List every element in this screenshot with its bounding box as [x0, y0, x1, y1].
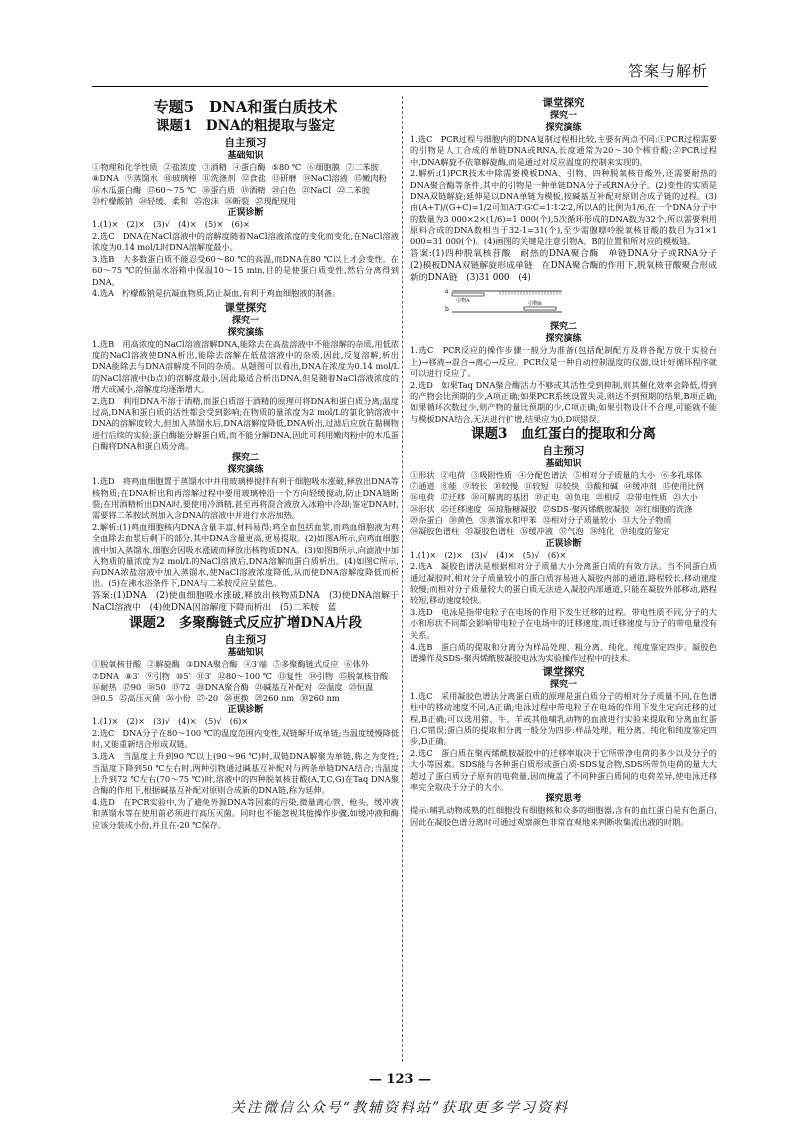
grid-item: ⑥细胞膜: [307, 162, 340, 172]
grid-item: ㉓大小: [673, 492, 698, 503]
diagnosis-line: 1.(1)× (2)× (3)√ (4)× (5)√ (6)×: [92, 716, 249, 727]
grid-item: ⑲酒精: [240, 184, 266, 195]
diagnosis-para: 4.选D 在PCR实验中,为了避免外源DNA等因素的污染,微量离心管、枪头、缓冲液和蒸馏水等在使用前必须进行高压灭菌。同时也不能忽视其他操作步骤,如缓冲液和酶应该分装成小份,并且在-20 ℃保存。: [92, 796, 399, 830]
diagnosis-line: 1.(1)× (2)× (3)√ (4)× (5)× (6)×: [92, 219, 250, 230]
answer-grid-1: [92, 162, 399, 207]
grid-item: ㉘更换: [224, 693, 249, 704]
grid-item: ⑰60～75 ℃: [147, 184, 197, 195]
grid-item: ㉟凝胶色谱柱: [465, 526, 515, 537]
diagnosis-line: 1.(1)× (2)× (3)√ (4)× (5)√ (6)×: [410, 549, 567, 560]
grid-item: ⑥多孔球体: [661, 469, 703, 480]
header-title: 答案与解析: [627, 62, 708, 80]
grid-item: ④蛋白酶: [232, 162, 266, 172]
grid-item: ㉚260 nm: [300, 693, 340, 704]
explore-para: 1.选D 将鸡血细胞置于蒸馏水中并用玻璃棒搅拌有利于细胞吸水涨破,释放出DNA等核物质;在DNA析出和再溶解过程中要用玻璃棒沿一个方向轻缓搅动,防止DNA链断裂;在用酒精析出DNA时,要使用冷酒精,甚至再将混合液放入冰箱中冷却;鉴定DNA时,需要将二苯胺试剂加入含DNA的溶液中并进行水浴加热。: [92, 476, 399, 521]
subsection-drill: 探究演练: [545, 334, 582, 345]
grid-item: ⑭缓冲剂: [624, 481, 657, 492]
subsection-explore2: 探究二: [549, 322, 577, 333]
lesson1-title: 课题1 DNA的粗提取与鉴定: [156, 118, 335, 134]
grid-item: ㉒二苯胺: [337, 184, 370, 195]
grid-item: ⑩较慢: [493, 481, 519, 492]
grid-item: ⑯木瓜蛋白酶: [92, 184, 142, 195]
explore-para: 2.选C 蛋白质在聚丙烯酰胺凝胶中的迁移率取决于它所带净电荷的多少以及分子的大小等因素。SDS能与各种蛋白质形成蛋白质-SDS复合物,SDS所带负电荷的量大大超过了蛋白质分子原有的电荷量,因而掩盖了不同种蛋白质间的电荷差异,使电泳迁移率完全取决于分子的大小。: [410, 748, 717, 792]
grid-item: ⑱蛋白质: [202, 184, 235, 195]
grid-item: ㉙260 nm: [254, 693, 295, 704]
grid-item: ㉑碱基互补配对: [254, 681, 313, 692]
grid-item: ㉕迁移速度: [440, 503, 482, 514]
grid-item: ⑨引物: [145, 670, 170, 681]
grid-item: ㉝大分子物质: [622, 515, 672, 526]
grid-item: ㉓恒温: [348, 681, 374, 692]
grid-item: ㉓柠檬酸钠: [92, 195, 133, 206]
grid-item: ⑮脱氧核苷酸: [339, 670, 389, 681]
explore-para: 2.解析:(1)PCR技术中除需要模板DNA、引物、四种脱氧核苷酸外,还需要耐热的DNA聚合酶等条件,其中的引物是一种单链DNA分子或RNA分子。(2)变性的实质是DNA双链解旋;延伸是以DNA单链为模板,按碱基互补配对原则合成子链的过程。(3)由(A+T)/(G+C)=1/2可知A∶T∶G∶C=1∶1∶2∶2,所以A的比例为1/6,在一个DNA分子中的数量为3 000×2×(1/6)=1 000(个),5次循环形成的DNA数为32个,所以需要利用原料合成的DNA数相当于32-1=31(个),至少需腺嘌呤脱氧核苷酸的数目为31×1 000=31 000(个)。(4)画图的关键是注意引物A、B的位置和所对应的模板链。: [410, 168, 717, 247]
grid-item: ㉖断裂: [224, 195, 250, 206]
lesson2-title: 课题2 多聚酶链式反应扩增DNA片段: [129, 615, 362, 632]
lesson3-title: 课题3 血红蛋白的提取和分离: [471, 425, 656, 442]
subsection-basics: 基础知识: [545, 458, 582, 469]
grid-item: ⑧3′: [124, 670, 140, 681]
grid-item: ⑳DNA聚合酶: [196, 681, 249, 692]
grid-item: ②解旋酶: [147, 659, 180, 670]
grid-item: ⑬研磨: [271, 173, 297, 184]
strand-ticks-top: [500, 291, 560, 295]
left-column: [92, 95, 399, 1063]
grid-item: ⑱可解离的基团: [471, 492, 529, 503]
grid-item: ⑤多聚酶链式反应: [272, 659, 339, 670]
grid-item: ㉑相反: [595, 492, 621, 503]
section-preview: 自主预习: [224, 137, 267, 149]
grid-item: ㉗-20: [196, 693, 219, 704]
grid-item: ②电荷: [440, 469, 466, 480]
grid-item: ⑰90: [122, 681, 142, 692]
grid-item: ㉗现配现用: [255, 195, 297, 206]
diagnosis-para: 2.选C DNA分子在80～100 ℃的温度范围内变性,双链解开成单链;当温度缓慢降低时,又能重新结合形成双链。: [92, 728, 399, 750]
grid-item: ③吸附性质: [471, 469, 513, 480]
grid-item: ㉖琼脂糖凝胶: [487, 503, 537, 514]
grid-item: ㉛蒸馏水和甲苯: [479, 515, 537, 526]
answer-grid-3: [410, 470, 717, 538]
section-class-explore: 课堂探究: [224, 301, 267, 314]
section-preview: 自主预习: [542, 444, 585, 457]
grid-item: ⑱50: [147, 681, 166, 692]
answer-para: 答案:(1)DNA (2)使血细胞吸水涨破,释放出核物质DNA (3)使DNA溶解于NaCl溶液中 (4)使DNA因溶解度下降而析出 (5)二苯胺 蓝: [92, 591, 399, 614]
grid-item: ④3′端: [243, 659, 267, 670]
grid-item: ⑲72: [171, 681, 191, 692]
strand-label-a: a: [445, 287, 449, 295]
grid-item: ④分配色谱法: [518, 469, 568, 480]
grid-item: ⑭引物: [308, 670, 334, 681]
grid-item: ㊴纯度的鉴定: [620, 526, 670, 537]
grid-item: ⑲正电: [534, 492, 560, 503]
grid-item: ⑯电荷: [410, 492, 435, 503]
grid-item: ⑦DNA: [92, 670, 119, 681]
header-rule: [92, 86, 708, 87]
explore-para: 2.选D 如果Taq DNA聚合酶活力不够或其活性受到抑制,则其催化效率会降低,得到的产物会比预期的少,A项正确;如果PCR系统设置失灵,则达不到预期的结果,B项正确;如果循环次数过少,则产物的量比预期的少,C项正确;如果引物设计不合理,可能就不能与模板DNA结合,无法进行扩增,结果应为0,D项错误。: [410, 379, 717, 424]
subsection-diagnosis: 正误诊断: [227, 208, 264, 219]
grid-item: ⑥体外: [344, 659, 369, 670]
grid-item: ⑫食盐: [241, 173, 266, 184]
primer-a-bar: [452, 293, 484, 296]
grid-item: ①形状: [410, 469, 435, 480]
right-column: [410, 95, 726, 1063]
subsection-diagnosis: 正误诊断: [227, 705, 264, 716]
grid-item: ㊲气泡: [559, 526, 584, 537]
primer-diagram: [444, 286, 564, 316]
diagnosis-para: 4.选B 蛋白质的提取和分离分为样品处理、粗分离、纯化、纯度鉴定四步。凝胶色谱操作及SDS-聚丙烯酰胺凝胶电泳为实验操作过程中的技术。: [410, 641, 717, 663]
subsection-explore1: 探究一: [549, 111, 577, 121]
subsection-basics: 基础知识: [227, 151, 264, 161]
grid-item: ⑦二苯胺: [345, 162, 379, 172]
grid-item: ㉜相对分子质量较小: [542, 515, 617, 526]
grid-item: ㉕泡沫: [194, 195, 219, 206]
grid-item: ㉑NaCl: [302, 184, 332, 195]
section-class-explore: 课堂探究: [542, 666, 585, 679]
grid-item: ㊳纯化: [589, 526, 615, 537]
grid-item: ②盐浓度: [163, 162, 197, 172]
subsection-drill: 探究演练: [227, 465, 264, 476]
grid-item: ⑤80 ℃: [271, 162, 302, 172]
explore-para: 2.选D 利用DNA不溶于酒精,而蛋白质溶于酒精的原理可将DNA和蛋白质分离;温度过高,DNA和蛋白质的活性都会受到影响;在物质的量浓度为2 mol/L的氯化钠溶液中DNA的溶解度较大,但加入蒸馏水后,DNA溶解度降低,DNA析出,过滤后应放在黏稠物进行后续的实验;蛋白酶能分解蛋白质,而不能分解DNA,因此可利用嫩肉粉中的木瓜蛋白酶将DNA和蛋白质分离。: [92, 395, 399, 451]
grid-item: ⑧DNA: [92, 173, 119, 184]
hint-para: 提示:哺乳动物成熟的红细胞没有细胞核和众多的细胞器,含有的血红蛋白是有色蛋白,因此在凝胶色谱分离时可通过观察颜色非常直观地来判断收集流出液的时期。: [410, 805, 717, 827]
diagnosis-para: 3.选D 电泳是指带电粒子在电场的作用下发生迁移的过程。带电性质不同,分子的大小和形状不同都会影响带电粒子在电场中的迁移速度,而迁移速度与分子的带电量没有关系。: [410, 607, 717, 640]
answer-para: 答案:(1)四种脱氧核苷酸 耐热的DNA聚合酶 单链DNA分子或RNA分子 (2)模板DNA双链解旋形成单链 在DNA聚合酶的作用下,脱氧核苷酸聚合形成新的DNA链 (3)31 000 (4): [410, 248, 726, 283]
grid-item: ⑤相对分子质量的大小: [573, 469, 656, 480]
subsection-drill: 探究演练: [545, 123, 582, 133]
primer-b-bar: [524, 307, 556, 310]
grid-item: ㉞凝胶色谱柱: [410, 526, 460, 537]
diagnosis-para: 2.选C DNA在NaCl溶液中的溶解度随着NaCl溶液浓度的变化而变化,在NaCl溶液浓度为0.14 mol/L时DNA溶解度最小。: [92, 230, 399, 253]
grid-item: ㉔形状: [410, 503, 435, 514]
grid-item: ⑩5′: [175, 670, 191, 681]
grid-item: ⑧能: [440, 481, 457, 492]
grid-item: ㊱缓冲液: [520, 526, 554, 537]
subsection-explore1: 探究一: [231, 315, 259, 326]
grid-item: ⑨较长: [462, 481, 488, 492]
grid-item: ⑳负电: [565, 492, 590, 503]
grid-item: ㉗SDS-聚丙烯酰胺凝胶: [542, 503, 630, 514]
section-class-explore: 课堂探究: [542, 97, 585, 109]
diagnosis-para: 4.选A 柠檬酸钠是抗凝血物质,防止凝血,有利于鸡血细胞液的制备。: [92, 288, 341, 299]
subsection-explore2: 探究二: [231, 453, 259, 464]
explore-para: 1.选C 采用凝胶色谱法分离蛋白质的原理是蛋白质分子的相对分子质量不同,在色谱柱中的移动速度不同,A正确;电泳过程中带电粒子在电场的作用下发生定向迁移的过程,B正确;可以选用猪、牛、羊或其他哺乳动物的血液进行实验来提取和分离血红蛋白,C错误;蛋白质的提取和分离一般分为四步:样品处理、粗分离、纯化和纯度鉴定四步,D正确。: [410, 691, 717, 747]
grid-item: ⑪3′: [196, 670, 212, 681]
grid-item: ⑮使用比例: [662, 481, 704, 492]
grid-item: ㉘红细胞的洗涤: [635, 503, 693, 514]
topic-title: 专题5 DNA和蛋白质技术: [153, 98, 338, 116]
explore-para: 1.选B 用高浓度的NaCl溶液溶解DNA,能除去在高盐溶液中不能溶解的杂质,用低浓度的NaCl溶液使DNA析出,能除去溶解在低盐溶液中的杂质,因此,反复溶解,析出DNA能除去与DNA溶解度不同的杂质。从题图可以看出,DNA在浓度为0.14 mol/L的NaCl溶液中(b点)的溶解度最小,因此最适合析出DNA,但是随着NaCl溶液浓度的增大或减小,溶解度均逐渐增大。: [92, 338, 399, 394]
primer-a-label: 引物A: [456, 297, 470, 304]
diagnosis-para: 2.选A 凝胶色谱法是根据相对分子质量大小分离蛋白质的有效方法。当不同蛋白质通过凝胶时,相对分子质量较小的蛋白质容易进入凝胶内部的通道,路程较长,移动速度较慢;而相对分子质量较大的蛋白质无法进入凝胶内部通道,只能在凝胶外部移动,路程较短,移动速度较快。: [410, 561, 717, 606]
grid-item: ⑫较快: [554, 481, 580, 492]
grid-item: ⑰迁移: [440, 492, 466, 503]
explore-para: 1.选C PCR反应的操作步骤一般分为准备(包括配制配方及将各配方放于实验台上)→移液→混合→离心→反应。PCR仪是一种自动控制温度的仪器,设计好循环程序就可以进行反应了。: [410, 345, 717, 378]
grid-item: ⑮嫩肉粉: [353, 173, 387, 184]
grid-item: ⑪洗涤剂: [202, 173, 236, 184]
grid-item: ⑦通道: [410, 481, 435, 492]
page-number: — 123 —: [368, 1072, 432, 1087]
primer-b-label: 引物B: [528, 300, 542, 307]
grid-item: ㉒温度: [318, 681, 343, 692]
subsection-diagnosis: 正误诊断: [545, 538, 582, 549]
grid-item: ①物理和化学性质: [92, 162, 158, 172]
strand-label-b: b: [445, 305, 449, 313]
grid-item: ⑯耐热: [92, 681, 117, 692]
grid-item: ⑨蒸馏水: [124, 173, 158, 184]
grid-item: ⑫80～100 ℃: [217, 670, 272, 681]
grid-item: ⑪较短: [524, 481, 549, 492]
footer-note: 关注微信公众号“教辅资料站”获取更多学习资料: [230, 1100, 570, 1116]
subsection-basics: 基础知识: [227, 648, 264, 659]
grid-item: ㉙杂蛋白: [410, 515, 443, 526]
subsection-drill: 探究演练: [227, 327, 264, 338]
grid-item: ㉔0.5: [92, 693, 114, 704]
section-preview: 自主预习: [224, 634, 267, 647]
column-divider: [402, 96, 403, 1062]
grid-item: ③DNA聚合酶: [185, 659, 238, 670]
grid-item: ㉚黄色: [448, 515, 474, 526]
grid-item: ㉖小份: [166, 693, 191, 704]
diagnosis-para: 3.选A 当温度上升到90 ℃以上(90～96 ℃)时,双链DNA解聚为单链,称之为变性;当温度下降到50 ℃左右时,两种引物通过碱基互补配对与两条单链DNA结合;当温度上升到72 ℃左右(70～75 ℃)时,溶液中的四种脱氧核苷酸(A,T,C,G)在Taq DNA聚合酶的作用下,根据碱基互补配对原则合成新的DNA链,称为延伸。: [92, 751, 399, 796]
subsection-think: 探究思考: [545, 794, 582, 805]
explore-para: 1.选C PCR过程与细胞内的DNA复制过程相比较,主要有两点不同:①PCR过程需要的引物是人工合成的单链DNA或RNA,长度通常为20～30个核苷酸;②PCR过程中,DNA解旋不依靠解旋酶,而是通过对反应温度的控制来实现的。: [410, 134, 717, 167]
grid-item: ㉕高压灭菌: [119, 693, 161, 704]
grid-item: ⑩玻璃棒: [163, 173, 197, 184]
grid-item: ①脱氧核苷酸: [92, 659, 142, 670]
grid-item: ㉒带电性质: [626, 492, 668, 503]
grid-item: ㉔轻缓、柔和: [138, 195, 189, 206]
grid-item: ③酒精: [202, 162, 227, 172]
grid-item: ⑳白色: [271, 184, 297, 195]
grid-item: ⑭NaCl溶液: [302, 173, 348, 184]
grid-item: ⑬酸和碱: [585, 481, 619, 492]
answer-grid-2: [92, 659, 399, 704]
explore-para: 2.解析:(1)鸡血细胞核内DNA含量丰富,材料易得;鸡全血包括血浆,而鸡血细胞液为鸡全血除去血浆后剩下的部分,其中DNA含量更高,更易提取。(2)如图A所示,向鸡血细胞液中加入蒸馏水,细胞会因吸水涨破而释放出核物质DNA。(3)如图B所示,向滤液中加入物质的量浓度为2 mol/L的NaCl溶液后,DNA溶解而蛋白质析出。(4)如图C所示,向DNA浓盐溶液中加入蒸馏水,使NaCl溶液浓度降低,从而使DNA溶解度降低而析出。(5)在沸水浴条件下,DNA与二苯胺反应呈蓝色。: [92, 521, 399, 589]
grid-item: ⑬复性: [277, 670, 303, 681]
subsection-explore1: 探究一: [549, 680, 577, 691]
diagnosis-para: 3.选B 大多数蛋白质不能忍受60～80 ℃的高温,而DNA在80 ℃以上才会变性。在60～75 ℃的恒温水浴箱中保温10～15 min,目的是使蛋白质变性,然后分离得到DNA。: [92, 254, 399, 287]
